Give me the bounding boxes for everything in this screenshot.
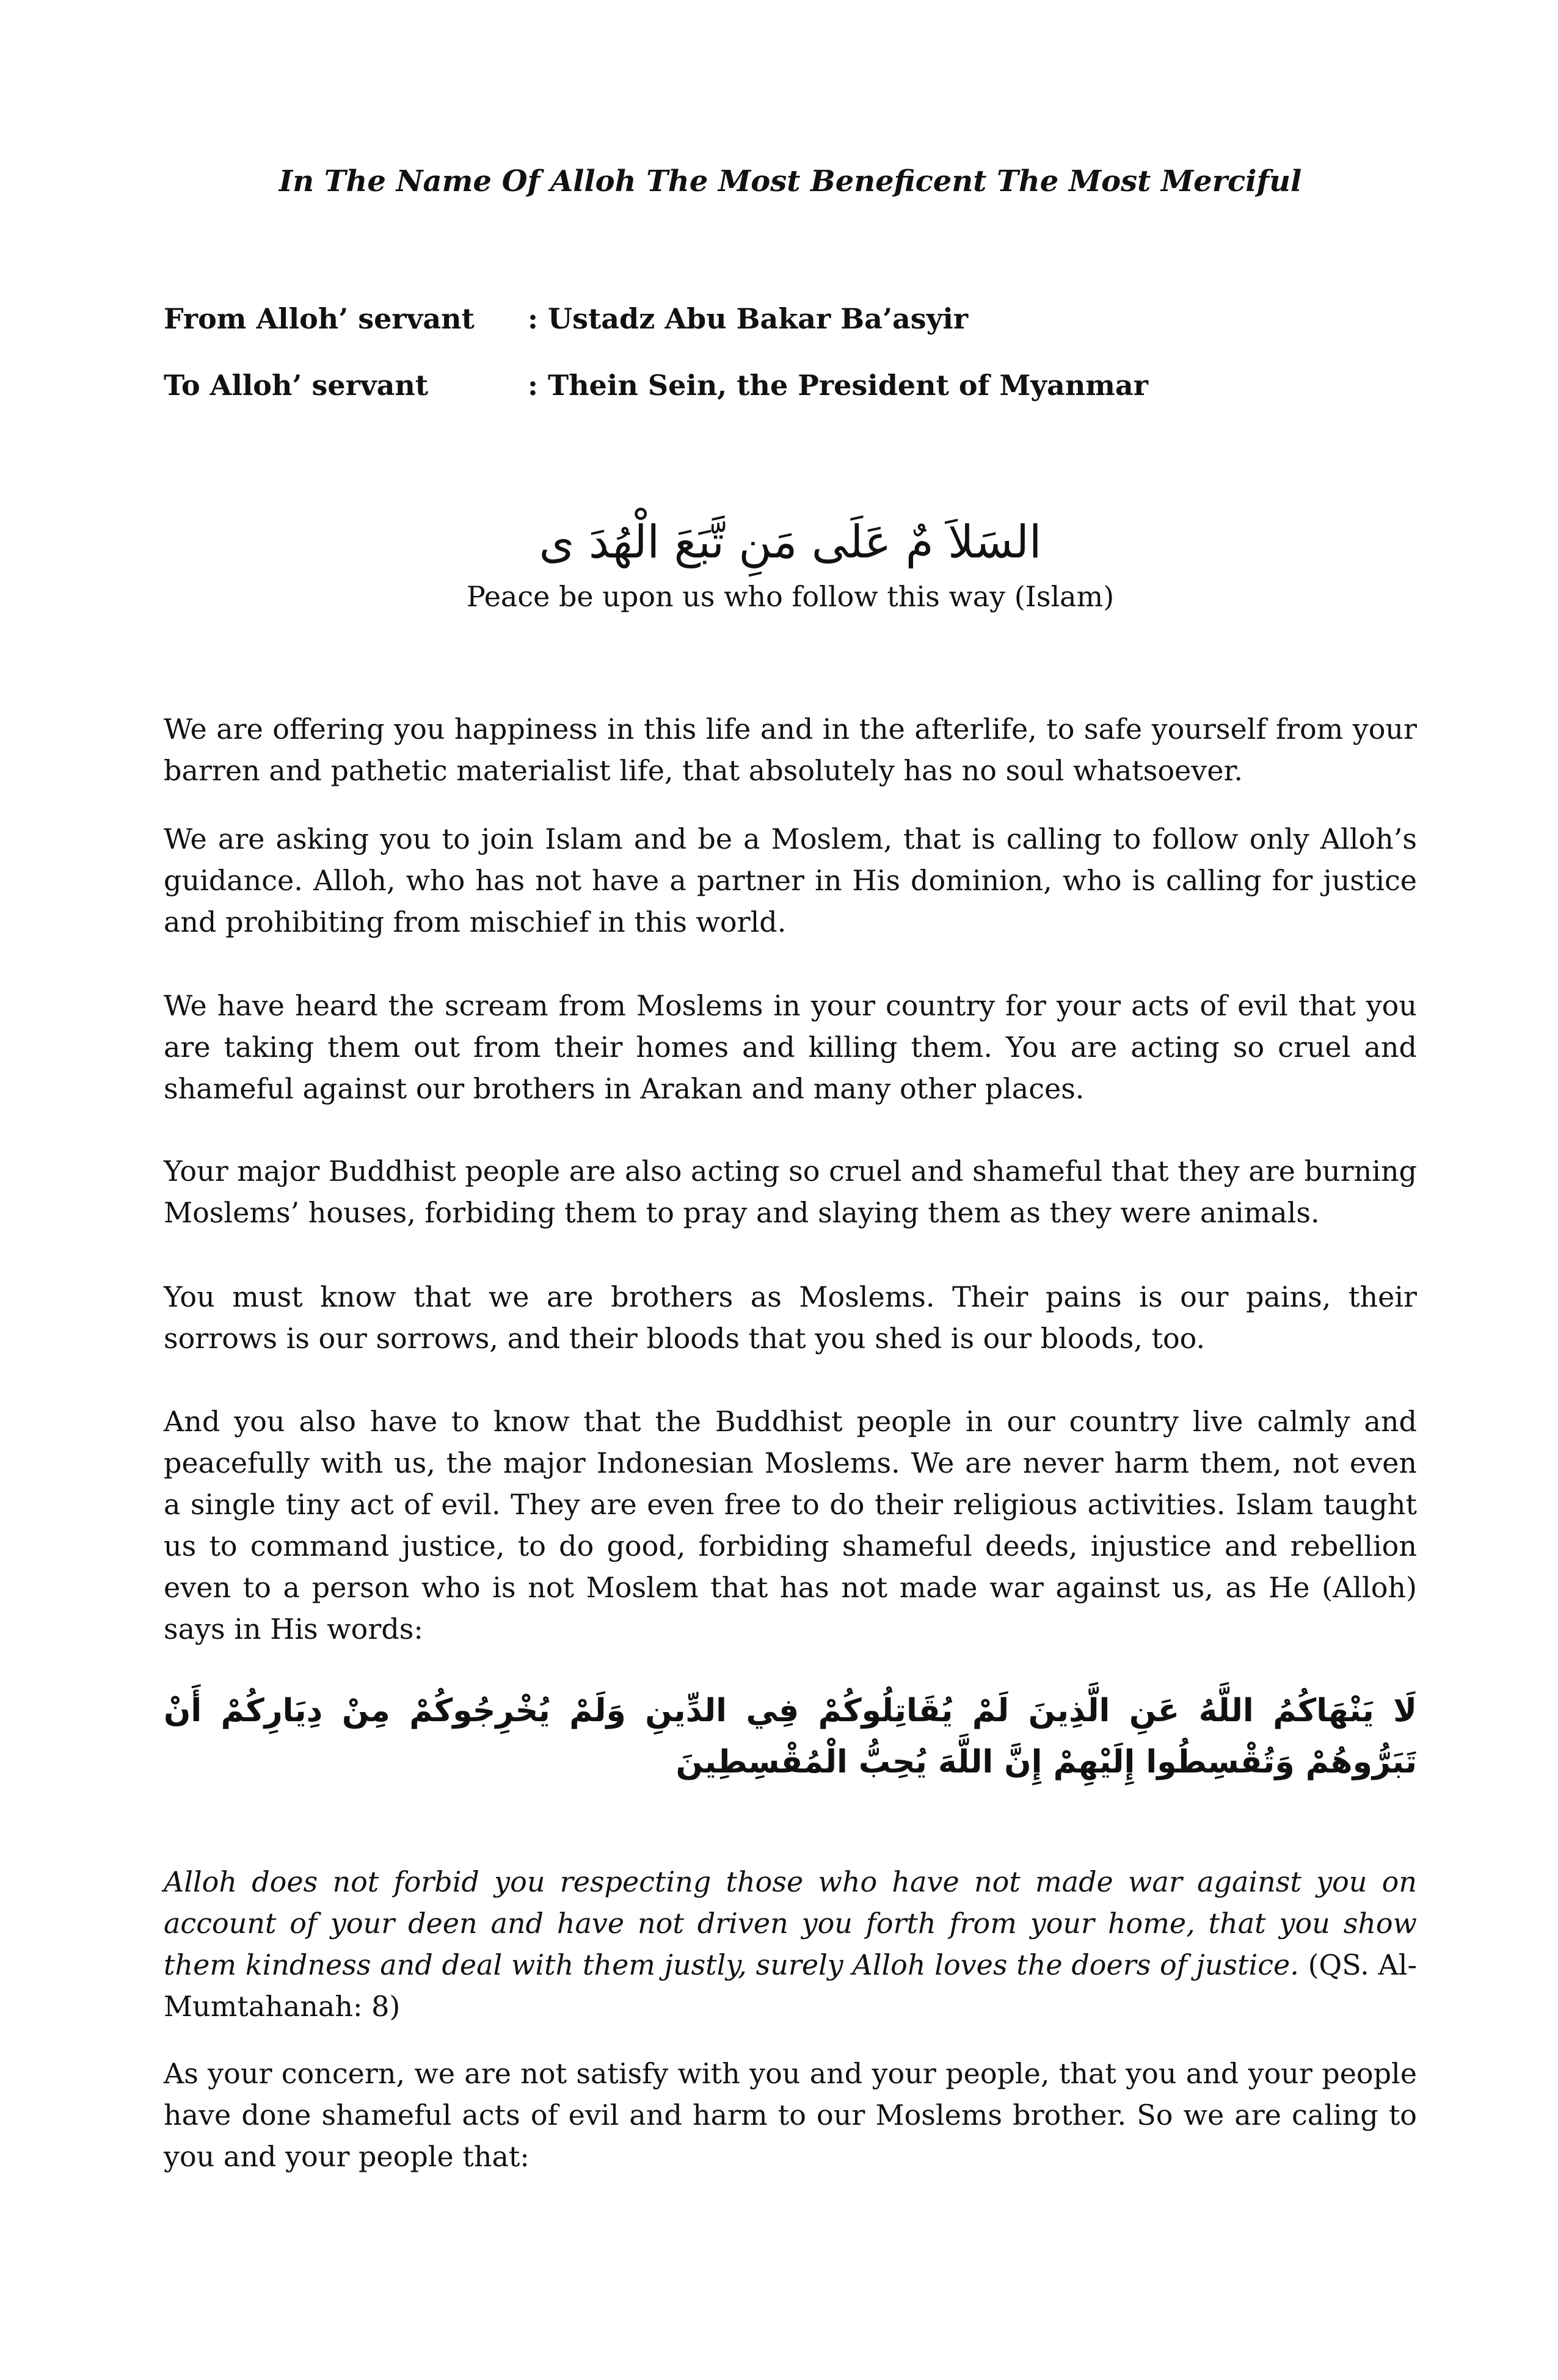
greeting-translation: Peace be upon us who follow this way (Islam) xyxy=(466,580,1115,613)
sender-value: : Ustadz Abu Bakar Ba’asyir xyxy=(528,302,969,335)
paragraph-closing: As your concern, we are not satisfy with you and your people, that you and your people have done shameful acts of evil and harm to our Moslems brother. So we are caling to you and your people that: xyxy=(164,2057,1417,2173)
quran-verse-arabic: لَا يَنْهَاكُمُ اللَّهُ عَنِ الَّذِينَ لَمْ يُقَاتِلُوكُمْ فِي الدِّينِ وَلَمْ يُخْرِجُوكُمْ مِنْ دِيَارِكُمْ أَنْ تَبَرُّوهُمْ وَتُقْسِطُوا إِلَيْهِمْ إِنَّ اللَّهَ يُحِبُّ الْمُقْسِطِينَ xyxy=(164,1692,1417,1780)
quran-verse-translation xyxy=(164,1861,1417,2027)
paragraph-invitation: We are asking you to join Islam and be a Moslem, that is calling to follow only Alloh’s guidance. Alloh, who has not have a partner in His dominion, who is calling for justice and prohibiting from mischief in this world. xyxy=(164,822,1417,938)
paragraph-offer: We are offering you happiness in this life and in the afterlife, to safe yourself from your barren and pathetic materialist life, that absolutely has no soul whatsoever. xyxy=(164,713,1417,787)
sender-label: From Alloh’ servant xyxy=(164,302,475,335)
document-title: In The Name Of Alloh The Most Beneficent The Most Merciful xyxy=(278,164,1302,198)
paragraph-coexistence: And you also have to know that the Buddhist people in our country live calmly and peacefully with us, the major Indonesian Moslems. We are never harm them, not even a single tiny act of evil. They are even free to do their religious activities. Islam taught us to command justice, to do good, forbiding shameful deeds, injustice and rebellion even to a person who is not Moslem that has not made war against us, as He (Alloh) says in His words: xyxy=(164,1405,1417,1645)
paragraph-brotherhood: You must know that we are brothers as Moslems. Their pains is our pains, their sorrows is our sorrows, and their bloods that you shed is our bloods, too. xyxy=(164,1280,1417,1355)
recipient-label: To Alloh’ servant xyxy=(164,369,429,402)
verse-translation-text: Alloh does not forbid you respecting those who have not made war against you on account of your deen and have not driven you forth from your home, that you show them kindness and deal with them justly, surely Alloh loves the doers of justice. xyxy=(164,1865,1417,1981)
paragraph-buddhist-acts: Your major Buddhist people are also acting so cruel and shameful that they are burning Moslems’ houses, forbiding them to pray and slaying them as they were animals. xyxy=(164,1155,1417,1229)
paragraph-grievance: We have heard the scream from Moslems in your country for your acts of evil that you are taking them out from their homes and killing them. You are acting so cruel and shameful against our brothers in Arakan and many other places. xyxy=(164,989,1417,1105)
arabic-greeting: السَلاَ مٌ عَلَى مَنِ تَّبَعَ الْهُدَ ى xyxy=(539,516,1042,568)
recipient-value: : Thein Sein, the President of Myanmar xyxy=(528,369,1148,402)
verse-citation: (QS. Al-Mumtahanah: 8) xyxy=(164,1948,1417,2023)
